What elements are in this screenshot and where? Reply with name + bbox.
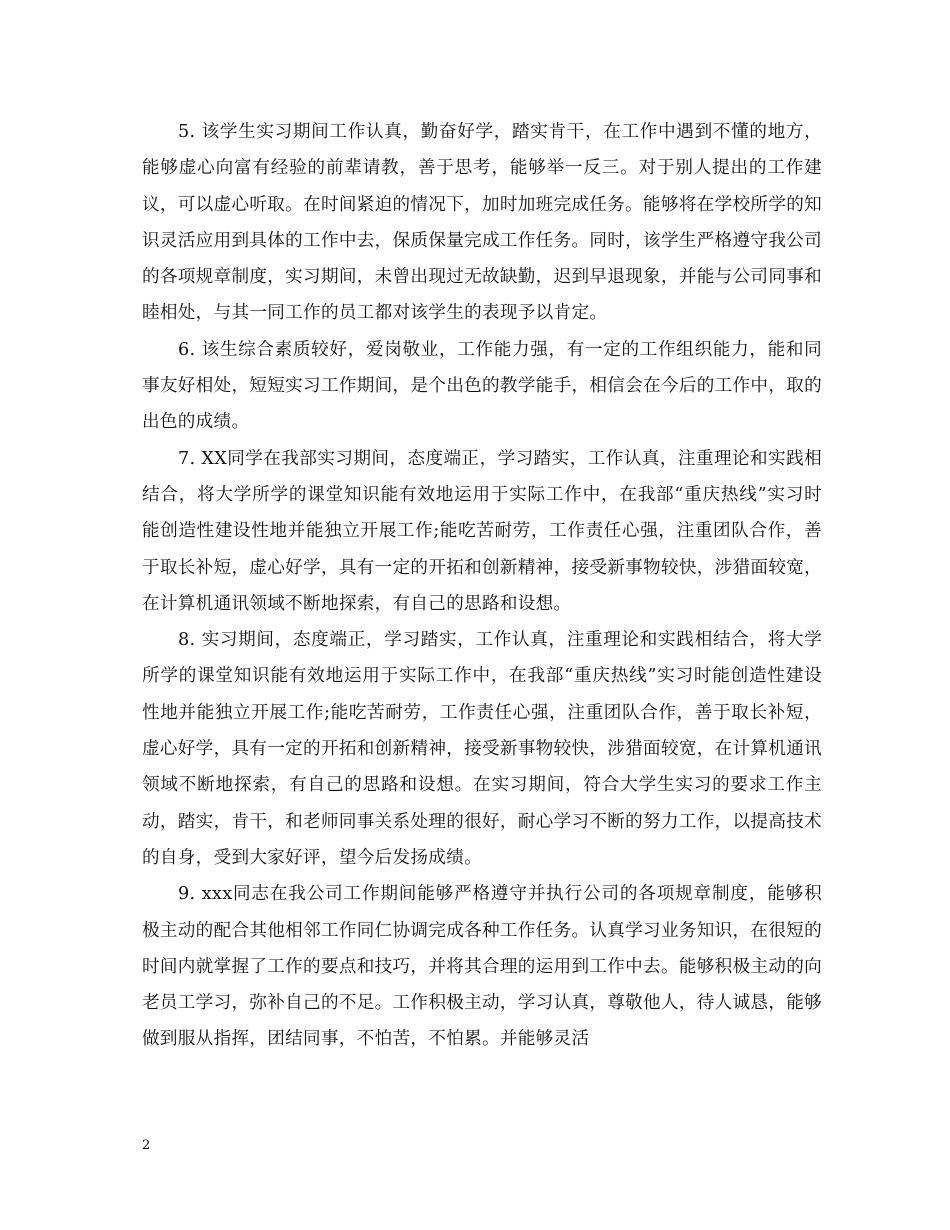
page-number: 2 <box>142 1138 151 1153</box>
paragraph-7: 7. XX同学在我部实习期间，态度端正，学习踏实，工作认真，注重理论和实践相结合，将大学所学的课堂知识能有效地运用于实际工作中，在我部“重庆热线”实习时能创造性建设性地并能独立开展工作;能吃苦耐劳，工作责任心强，注重团队合作，善于取长补短，虚心好学，具有一定的开拓和创新精神，接受新事物较快，涉猎面较宽，在计算机通讯领域不断地探索，有自己的思路和设想。 <box>142 448 822 614</box>
paragraph-8: 8. 实习期间，态度端正，学习踏实，工作认真，注重理论和实践相结合，将大学所学的课堂知识能有效地运用于实际工作中，在我部“重庆热线”实习时能创造性建设性地并能独立开展工作;能吃苦耐劳，工作责任心强，注重团队合作，善于取长补短，虚心好学，具有一定的开拓和创新精神，接受新事物较快，涉猎面较宽，在计算机通讯领域不断地探索，有自己的思路和设想。在实习期间，符合大学生实习的要求工作主动，踏实，肯干，和老师同事关系处理的很好，耐心学习不断的努力工作，以提高技术的自身，受到大家好评，望今后发扬成绩。 <box>142 630 822 868</box>
paragraph-6: 6. 该生综合素质较好，爱岗敬业，工作能力强，有一定的工作组织能力，能和同事友好相处，短短实习工作期间，是个出色的教学能手，相信会在今后的工作中，取的出色的成绩。 <box>142 339 822 433</box>
document-body <box>142 114 822 1058</box>
paragraph-5: 5. 该学生实习期间工作认真，勤奋好学，踏实肯干，在工作中遇到不懂的地方，能够虚心向富有经验的前辈请教，善于思考，能够举一反三。对于别人提出的工作建议，可以虚心听取。在时间紧迫的情况下，加时加班完成任务。能够将在学校所学的知识灵活应用到具体的工作中去，保质保量完成工作任务。同时，该学生严格遵守我公司的各项规章制度，实习期间，未曾出现过无故缺勤，迟到早退现象，并能与公司同事和睦相处，与其一同工作的员工都对该学生的表现予以肯定。 <box>142 122 822 324</box>
paragraph-9: 9. xxx同志在我公司工作期间能够严格遵守并执行公司的各项规章制度，能够积极主动的配合其他相邻工作同仁协调完成各种工作任务。认真学习业务知识，在很短的时间内就掌握了工作的要点和技巧，并将其合理的运用到工作中去。能够积极主动的向老员工学习，弥补自己的不足。工作积极主动，学习认真，尊敬他人，待人诚恳，能够做到服从指挥，团结同事，不怕苦，不怕累。并能够灵活 <box>142 884 822 1050</box>
